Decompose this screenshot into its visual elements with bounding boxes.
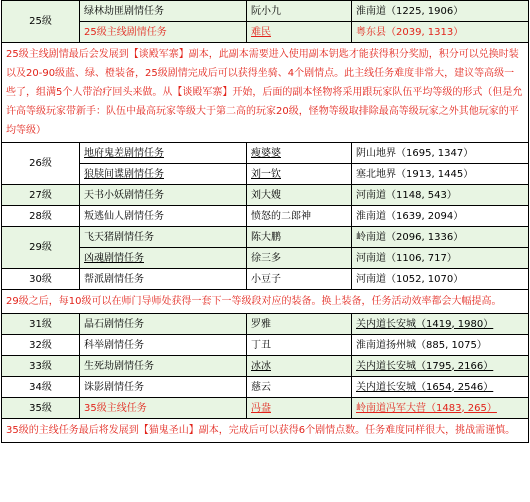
location-cell: 塞北地界（1913, 1445） <box>352 164 529 185</box>
npc-cell: 阮小九 <box>247 1 352 22</box>
location-cell: 淮南道扬州城（885, 1075） <box>352 335 529 356</box>
npc-cell: 刘大嫂 <box>247 185 352 206</box>
quest-cell: 飞天猪剧情任务 <box>80 227 247 248</box>
level-cell: 35级 <box>2 398 80 419</box>
location-cell: 河南道（1106, 717） <box>352 248 529 269</box>
location-cell: 关内道长安城（1654, 2546） <box>352 377 529 398</box>
npc-cell: 瘦婆婆 <box>247 143 352 164</box>
note-text: 35级的主线任务最后将发展到【猫鬼圣山】副本，完成后可以获得6个剧情点数。任务难度同样很大，挑战需谨慎。 <box>2 419 529 443</box>
npc-cell: 刘一钦 <box>247 164 352 185</box>
location-cell: 关内道长安城（1419, 1980） <box>352 314 529 335</box>
table-row <box>2 314 529 335</box>
table-row <box>2 22 529 43</box>
level-cell: 34级 <box>2 377 80 398</box>
npc-cell: 小豆子 <box>247 269 352 290</box>
npc-cell: 慈云 <box>247 377 352 398</box>
level-cell: 31级 <box>2 314 80 335</box>
note-row <box>2 43 529 143</box>
level-cell: 26级 <box>2 143 80 185</box>
table-row <box>2 377 529 398</box>
location-cell: 淮南道（1225, 1906） <box>352 1 529 22</box>
location-cell: 岭南道（2096, 1336） <box>352 227 529 248</box>
table-row <box>2 398 529 419</box>
location-cell: 河南道（1148, 543） <box>352 185 529 206</box>
level-cell: 28级 <box>2 206 80 227</box>
quest-cell: 帮派剧情任务 <box>80 269 247 290</box>
npc-cell: 徐三多 <box>247 248 352 269</box>
npc-cell: 难民 <box>247 22 352 43</box>
quest-cell: 地府鬼差剧情任务 <box>80 143 247 164</box>
table-row <box>2 206 529 227</box>
quest-cell: 科举剧情任务 <box>80 335 247 356</box>
npc-cell: 丁丑 <box>247 335 352 356</box>
quest-cell: 35级主线任务 <box>80 398 247 419</box>
location-cell: 粤东县（2039, 1313） <box>352 22 529 43</box>
level-cell: 33级 <box>2 356 80 377</box>
quest-cell: 晶石剧情任务 <box>80 314 247 335</box>
level-cell: 27级 <box>2 185 80 206</box>
quest-cell: 狼牍间谍剧情任务 <box>80 164 247 185</box>
quest-cell: 生死劫剧情任务 <box>80 356 247 377</box>
level-cell: 29级 <box>2 227 80 269</box>
npc-cell: 冰冰 <box>247 356 352 377</box>
npc-cell: 愤怒的二郎神 <box>247 206 352 227</box>
table-row <box>2 269 529 290</box>
quest-cell: 叛逃仙人剧情任务 <box>80 206 247 227</box>
quest-cell: 天书小妖剧情任务 <box>80 185 247 206</box>
quest-cell: 25级主线剧情任务 <box>80 22 247 43</box>
table-row <box>2 227 529 248</box>
location-cell: 关内道长安城（1795, 2166） <box>352 356 529 377</box>
level-cell: 32级 <box>2 335 80 356</box>
note-text: 29级之后，每10级可以在师门导师处获得一套下一等级段对应的装备。换上装备，任务活动效率都会大幅提高。 <box>2 290 529 314</box>
note-row <box>2 419 529 443</box>
note-text: 25级主线剧情最后会发展到【谈殿军寨】副本，此副本需要进入使用副本钥匙才能获得积分奖励，积分可以兑换时装以及20-90级蓝、绿、橙装备，25级剧情完成后可以获得坐骑、4个剧情点。此主线任务难度非常大，建议等高级一些了，组满5个人带治疗回头来做。从【谈殿军寨】开始，后面的副本怪物将采用跟玩家队伍平均等级的形式（但是允许高等级玩家带新手：队伍中最高玩家等级大于第二高的玩家20级，怪物等级取排除最高等级玩家之外其他玩家的平均等级） <box>2 43 529 143</box>
location-cell: 河南道（1052, 1070） <box>352 269 529 290</box>
level-cell: 30级 <box>2 269 80 290</box>
table-row <box>2 164 529 185</box>
table-row <box>2 1 529 22</box>
npc-cell: 冯盎 <box>247 398 352 419</box>
location-cell: 阴山地界（1695, 1347） <box>352 143 529 164</box>
npc-cell: 罗雅 <box>247 314 352 335</box>
table-row <box>2 335 529 356</box>
quest-cell: 凶魂剧情任务 <box>80 248 247 269</box>
quest-table <box>1 0 529 443</box>
level-cell: 25级 <box>2 1 80 43</box>
note-row <box>2 290 529 314</box>
quest-cell: 绿林劫匪剧情任务 <box>80 1 247 22</box>
location-cell: 淮南道（1639, 2094） <box>352 206 529 227</box>
table-row <box>2 185 529 206</box>
table-row <box>2 356 529 377</box>
table-row <box>2 143 529 164</box>
location-cell: 岭南道冯军大营（1483, 265） <box>352 398 529 419</box>
quest-cell: 诛影剧情任务 <box>80 377 247 398</box>
table-row <box>2 248 529 269</box>
npc-cell: 陈大鹏 <box>247 227 352 248</box>
